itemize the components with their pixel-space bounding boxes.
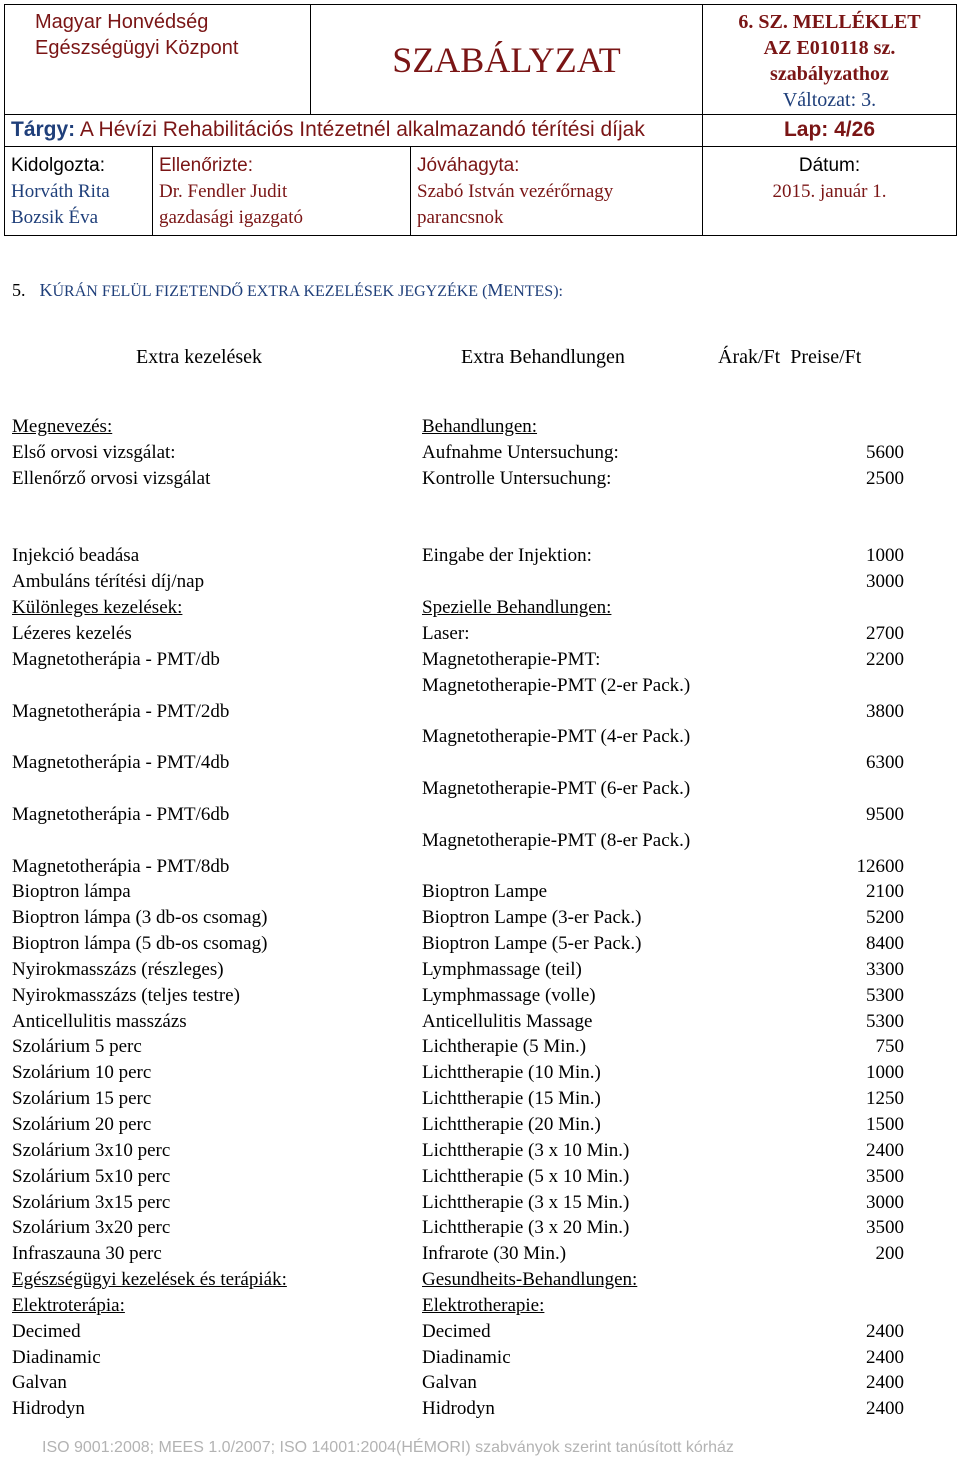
page-number: Lap: 4/26 bbox=[703, 115, 957, 147]
price-row bbox=[12, 1060, 904, 1086]
treatment-name-hu: Magnetotherápia - PMT/6db bbox=[12, 803, 230, 825]
treatment-name-hu: Bioptron lámpa (3 db-os csomag) bbox=[12, 907, 268, 929]
treatment-name-hu: Magnetotherápia - PMT/4db bbox=[12, 752, 230, 774]
treatment-name-de: Kontrolle Untersuchung: bbox=[422, 467, 612, 489]
price-row bbox=[12, 1112, 904, 1138]
price-row bbox=[12, 1319, 904, 1345]
treatment-name-hu: Szolárium 5 perc bbox=[12, 1036, 142, 1058]
price-row bbox=[12, 440, 904, 466]
treatment-name-de: Gesundheits-Behandlungen: bbox=[422, 1269, 638, 1291]
treatment-name-hu: Szolárium 3x15 perc bbox=[12, 1191, 171, 1213]
price-row bbox=[12, 621, 904, 647]
treatment-name-de: Lichtherapie (5 Min.) bbox=[422, 1036, 587, 1058]
treatment-name-hu: Ellenőrző orvosi vizsgálat bbox=[12, 467, 211, 489]
treatment-name-de: Magnetotherapie-PMT (4-er Pack.) bbox=[422, 726, 691, 748]
treatment-name-hu: Első orvosi vizsgálat: bbox=[12, 441, 176, 463]
price: 6300 bbox=[866, 752, 904, 774]
price-row bbox=[12, 931, 904, 957]
treatment-name-hu: Szolárium 10 perc bbox=[12, 1062, 152, 1084]
price: 1500 bbox=[866, 1113, 904, 1135]
treatment-name-de: Magnetotherapie-PMT (6-er Pack.) bbox=[422, 777, 691, 799]
price-row bbox=[12, 673, 904, 725]
price: 9500 bbox=[866, 803, 904, 825]
treatment-name-hu: Nyirokmasszázs (részleges) bbox=[12, 958, 224, 980]
treatment-name-hu: Lézeres kezelés bbox=[12, 622, 132, 644]
treatment-name-de: Galvan bbox=[422, 1372, 477, 1394]
section-heading-row bbox=[12, 1293, 904, 1319]
price: 5600 bbox=[866, 441, 904, 463]
price: 5300 bbox=[866, 984, 904, 1006]
treatment-name-de: Bioptron Lampe bbox=[422, 881, 548, 903]
price: 2400 bbox=[866, 1320, 904, 1342]
price-row bbox=[12, 776, 904, 828]
treatment-name-de: Behandlungen: bbox=[422, 416, 538, 437]
treatment-name-hu: Nyirokmasszázs (teljes testre) bbox=[12, 984, 240, 1006]
price-row bbox=[12, 1190, 904, 1216]
section-title: 5. KÚRÁN FELÜL FIZETENDŐ EXTRA KEZELÉSEK JEGYZÉKE (MENTES): bbox=[12, 280, 563, 300]
subject-line: Tárgy: A Hévízi Rehabilitációs Intézetnél alkalmazandó térítési díjak bbox=[5, 115, 703, 147]
price-row bbox=[12, 983, 904, 1009]
price-row bbox=[12, 957, 904, 983]
price-row bbox=[12, 1086, 904, 1112]
treatment-name-hu: Ambuláns térítési díj/nap bbox=[12, 571, 205, 593]
price: 8400 bbox=[866, 933, 904, 954]
treatment-name-de: Laser: bbox=[422, 622, 470, 644]
price: 1000 bbox=[866, 545, 904, 567]
treatment-name-hu: Hidrodyn bbox=[12, 1398, 85, 1420]
treatment-name-de: Diadinamic bbox=[422, 1346, 511, 1368]
treatment-name-hu: Magnetotherápia - PMT/2db bbox=[12, 700, 230, 722]
price: 2700 bbox=[866, 622, 904, 644]
treatment-name-hu: Infraszauna 30 perc bbox=[12, 1243, 162, 1265]
treatment-name-de: Lymphmassage (teil) bbox=[422, 958, 582, 980]
treatment-name-de: Bioptron Lampe (5-er Pack.) bbox=[422, 933, 642, 954]
treatment-name-hu: Galvan bbox=[12, 1372, 67, 1394]
treatment-name-hu: Szolárium 20 perc bbox=[12, 1113, 152, 1135]
treatment-name-hu: Elektroterápia: bbox=[12, 1294, 125, 1316]
treatment-name-hu: Szolárium 3x10 perc bbox=[12, 1139, 171, 1161]
treatment-name-de: Lichttherapie (3 x 10 Min.) bbox=[422, 1139, 630, 1161]
treatment-name-hu: Bioptron lámpa bbox=[12, 881, 131, 903]
section-heading-row bbox=[12, 595, 904, 621]
prepared-by: Kidolgozta: Horváth Rita Bozsik Éva bbox=[5, 147, 153, 236]
treatment-name-hu: Egészségügyi kezelések és terápiák: bbox=[12, 1269, 287, 1291]
treatment-name-hu: Diadinamic bbox=[12, 1346, 101, 1368]
price-row bbox=[12, 1215, 904, 1241]
version: Változat: 3. bbox=[782, 89, 877, 111]
treatment-name-de: Infrarote (30 Min.) bbox=[422, 1243, 567, 1265]
treatment-name-hu: Különleges kezelések: bbox=[12, 596, 183, 618]
price: 5300 bbox=[866, 1010, 904, 1032]
price: 2400 bbox=[866, 1139, 904, 1161]
approved-by: Jóváhagyta: Szabó István vezérőrnagy parancsnok bbox=[411, 147, 703, 236]
treatment-name-de: Anticellulitis Massage bbox=[422, 1010, 593, 1032]
treatment-name-de: Lymphmassage (volle) bbox=[422, 984, 596, 1006]
price-row bbox=[12, 1396, 904, 1422]
price-row bbox=[12, 879, 904, 905]
treatment-name-hu: Szolárium 15 perc bbox=[12, 1088, 152, 1110]
treatment-name-hu: Bioptron lámpa (5 db-os csomag) bbox=[12, 933, 268, 954]
price-row bbox=[12, 569, 904, 595]
price-row bbox=[12, 647, 904, 673]
section-heading-row bbox=[12, 1267, 904, 1293]
treatment-name-de: Decimed bbox=[422, 1320, 491, 1342]
treatment-name-hu: Szolárium 5x10 perc bbox=[12, 1165, 171, 1187]
price-row bbox=[12, 1034, 904, 1060]
treatment-name-de: Eingabe der Injektion: bbox=[422, 545, 592, 567]
treatment-name-hu: Szolárium 3x20 perc bbox=[12, 1217, 171, 1239]
treatment-name-hu: Decimed bbox=[12, 1320, 81, 1342]
price-row bbox=[12, 724, 904, 776]
date-cell: Dátum: 2015. január 1. bbox=[703, 147, 957, 236]
column-header-hu: Extra kezelések bbox=[136, 346, 263, 368]
price: 3800 bbox=[866, 700, 904, 722]
treatment-name-de: Lichttherapie (20 Min.) bbox=[422, 1113, 601, 1135]
price: 2400 bbox=[866, 1372, 904, 1394]
document-title: SZABÁLYZAT bbox=[311, 5, 703, 115]
certification-footer: ISO 9001:2008; MEES 1.0/2007; ISO 14001:2004(HÉMORI) szabványok szerint tanúsított kórház bbox=[42, 1439, 734, 1456]
treatment-name-hu: Magnetotherápia - PMT/db bbox=[12, 648, 220, 670]
treatment-name-de: Lichttherapie (15 Min.) bbox=[422, 1088, 601, 1110]
price: 2100 bbox=[866, 881, 904, 903]
treatment-name-de: Lichttherapie (3 x 20 Min.) bbox=[422, 1217, 630, 1239]
treatment-name-de: Lichttherapie (5 x 10 Min.) bbox=[422, 1165, 630, 1187]
treatment-name-de: Hidrodyn bbox=[422, 1398, 495, 1420]
price: 2200 bbox=[866, 648, 904, 670]
annex-reference: 6. SZ. MELLÉKLET AZ E010118 sz. szabályzathoz Változat: 3. bbox=[703, 5, 957, 115]
column-header-price: Árak/Ft Preise/Ft bbox=[718, 346, 862, 368]
treatment-name-hu: Magnetotherápia - PMT/8db bbox=[12, 855, 230, 877]
treatment-name-hu: Anticellulitis masszázs bbox=[12, 1010, 187, 1032]
treatment-name-de: Magnetotherapie-PMT: bbox=[422, 648, 601, 670]
treatment-name-de: Magnetotherapie-PMT (2-er Pack.) bbox=[422, 674, 691, 696]
document-header bbox=[4, 4, 956, 236]
price: 3500 bbox=[866, 1165, 904, 1187]
price-row bbox=[12, 1009, 904, 1035]
price: 3000 bbox=[866, 1191, 904, 1213]
section-heading-row bbox=[12, 414, 904, 440]
price: 200 bbox=[875, 1243, 904, 1265]
price: 3500 bbox=[866, 1217, 904, 1239]
checked-by: Ellenőrizte: Dr. Fendler Judit gazdasági igazgató bbox=[153, 147, 411, 236]
price: 750 bbox=[875, 1036, 904, 1058]
price-row bbox=[12, 1370, 904, 1396]
price: 2400 bbox=[866, 1346, 904, 1368]
price: 1000 bbox=[866, 1062, 904, 1084]
price: 2400 bbox=[866, 1398, 904, 1420]
price: 5200 bbox=[866, 907, 904, 929]
price-row bbox=[12, 543, 904, 569]
price-row bbox=[12, 1241, 904, 1267]
treatment-name-de: Elektrotherapie: bbox=[422, 1294, 545, 1316]
organization-name: Magyar Honvédség Egészségügyi Központ bbox=[5, 5, 311, 115]
treatment-name-de: Lichttherapie (10 Min.) bbox=[422, 1062, 601, 1084]
price: 3300 bbox=[866, 958, 904, 980]
treatment-name-de: Aufnahme Untersuchung: bbox=[422, 441, 619, 463]
treatment-name-de: Magnetotherapie-PMT (8-er Pack.) bbox=[422, 829, 691, 851]
price-row bbox=[12, 905, 904, 931]
column-header-de: Extra Behandlungen bbox=[461, 346, 625, 368]
price-row bbox=[12, 828, 904, 880]
treatment-name-de: Bioptron Lampe (3-er Pack.) bbox=[422, 907, 642, 929]
price: 3000 bbox=[866, 571, 904, 593]
price: 2500 bbox=[866, 467, 904, 489]
price-row bbox=[12, 1345, 904, 1371]
treatment-name-de: Lichttherapie (3 x 15 Min.) bbox=[422, 1191, 630, 1213]
price-row bbox=[12, 466, 904, 492]
price: 1250 bbox=[866, 1088, 904, 1110]
treatment-name-hu: Megnevezés: bbox=[12, 416, 113, 437]
price-row bbox=[12, 1164, 904, 1190]
treatment-name-hu: Injekció beadása bbox=[12, 545, 140, 567]
price-row bbox=[12, 1138, 904, 1164]
treatment-name-de: Spezielle Behandlungen: bbox=[422, 596, 612, 618]
price: 12600 bbox=[856, 855, 904, 877]
